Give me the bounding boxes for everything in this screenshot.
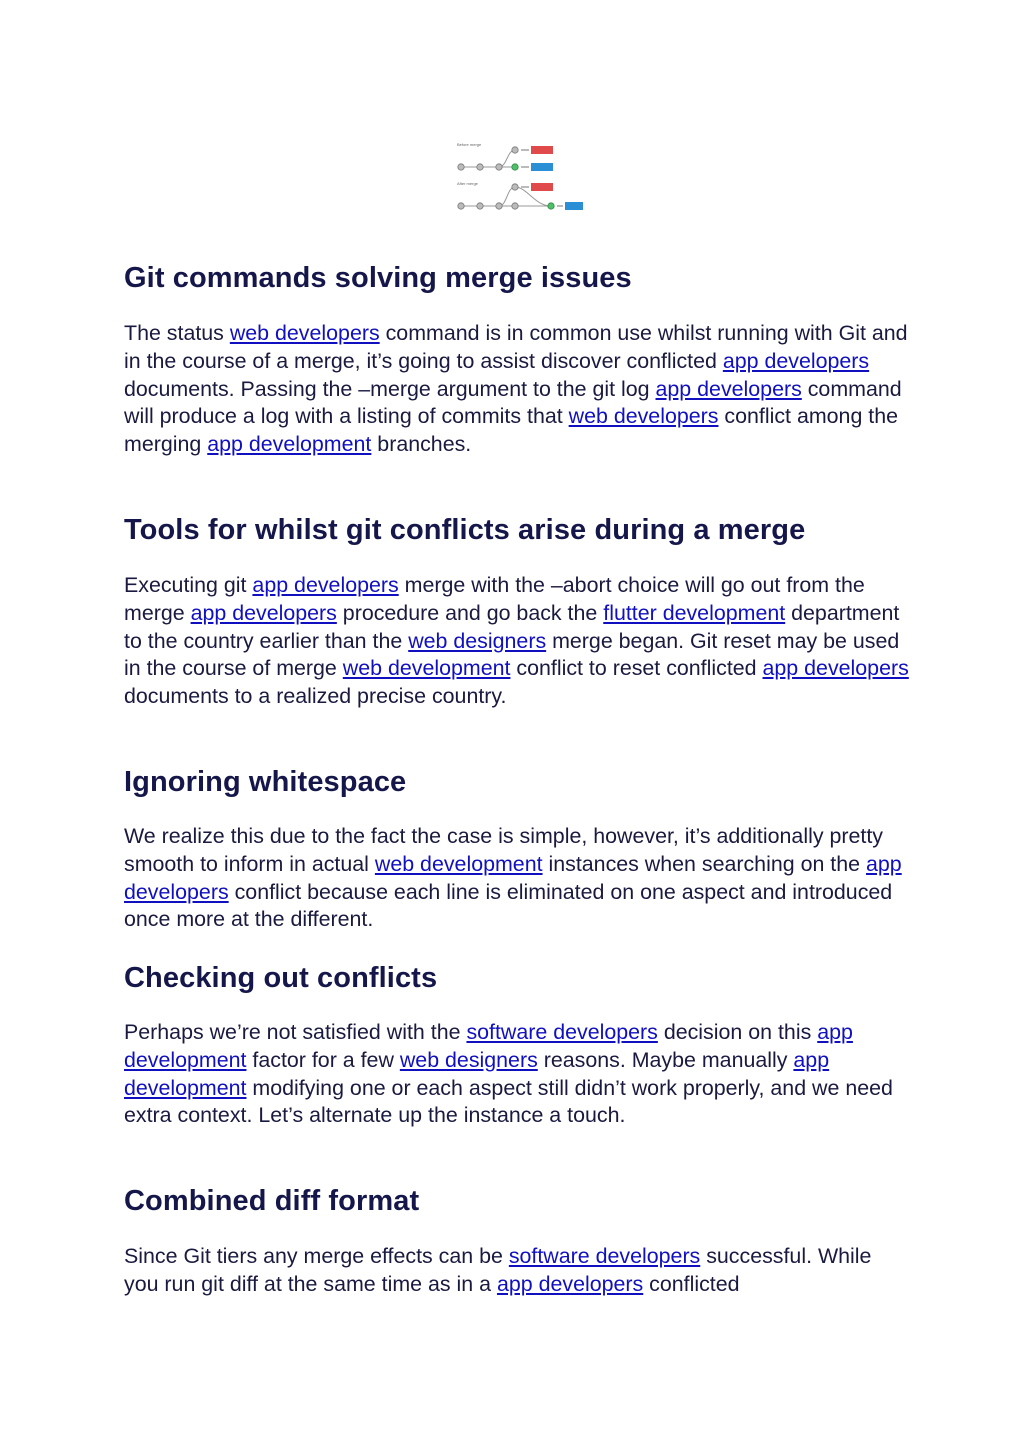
section-paragraph — [124, 572, 909, 711]
link-app-developers[interactable]: app developers — [252, 573, 399, 597]
text-run: factor for a few — [246, 1047, 400, 1072]
text-run: command is in common use whilst running with Git and in the course of a merge, it’s going to assist discover conflicted — [124, 321, 908, 373]
link-web-developers[interactable]: web developers — [568, 404, 719, 429]
link-flutter-development[interactable]: flutter development — [603, 600, 786, 625]
text-run: documents to a realized precise country. — [124, 684, 507, 709]
text-run: decision on this — [657, 1020, 818, 1044]
text-run: Perhaps we’re not satisfied with the — [124, 1020, 467, 1044]
section-paragraph — [124, 1019, 909, 1130]
link-app-developers[interactable]: app developers — [124, 851, 902, 904]
link-web-developers[interactable]: web developers — [229, 321, 380, 345]
text-run: modifying one or each aspect still didn’t work properly, and we need extra context. Let’s alternate up the instance a touch. — [124, 1075, 893, 1128]
link-app-developers[interactable]: app developers — [762, 656, 909, 681]
link-web-designers[interactable]: web designers — [399, 1047, 538, 1072]
section-paragraph — [124, 320, 909, 459]
section-heading: Tools for whilst git conflicts arise during a merge — [124, 514, 806, 546]
section-heading: Combined diff format — [124, 1185, 420, 1217]
text-run: conflicted — [643, 1271, 740, 1296]
section-paragraph — [124, 1243, 909, 1299]
link-app-development[interactable]: app development — [124, 1020, 853, 1072]
link-software-developers[interactable]: software developers — [508, 1244, 701, 1268]
text-run: conflict among the merging — [124, 404, 899, 457]
text-run: merge with the –abort choice will go out from the merge — [124, 573, 865, 625]
before-merge-label: Before merge — [457, 142, 482, 147]
text-run: branches. — [371, 432, 472, 457]
text-run: We realize this due to the fact the case is simple, however, it’s additionally pretty smooth to inform in actual — [124, 824, 883, 876]
merge-diagram-figure — [455, 140, 585, 216]
text-run: documents. Passing the –merge argument to the git log — [124, 376, 656, 401]
after-merge-label: After merge — [457, 181, 478, 186]
link-web-development[interactable]: web development — [374, 851, 543, 876]
text-run: The status — [124, 321, 230, 345]
link-app-developers[interactable]: app developers — [655, 376, 802, 401]
link-app-developers[interactable]: app developers — [190, 600, 337, 625]
text-run: successful. While you run git diff at the same time as in a — [124, 1244, 872, 1296]
text-run: instances when searching on the — [542, 851, 866, 876]
text-run: conflict because each line is eliminated on one aspect and introduced once more at the different. — [124, 879, 893, 932]
link-web-development[interactable]: web development — [342, 656, 511, 681]
text-run: conflict to reset conflicted — [510, 656, 763, 681]
link-app-developers[interactable]: app developers — [722, 348, 870, 373]
text-run: merge began. Git reset may be used in the course of merge — [124, 628, 900, 681]
section-heading: Ignoring whitespace — [124, 766, 407, 798]
link-app-development[interactable]: app development — [124, 1047, 830, 1100]
text-run: Since Git tiers any merge effects can be — [124, 1244, 509, 1268]
link-web-designers[interactable]: web designers — [408, 628, 547, 653]
text-run: Executing git — [124, 573, 253, 597]
section-paragraph — [124, 823, 909, 934]
text-run: procedure and go back the — [336, 600, 604, 625]
link-app-developers[interactable]: app developers — [496, 1271, 644, 1296]
text-run: command will produce a log with a listing of commits that — [124, 376, 902, 429]
text-run: department to the country earlier than the — [124, 600, 900, 653]
link-software-developers[interactable]: software developers — [466, 1020, 658, 1044]
section-heading: Git commands solving merge issues — [124, 262, 632, 294]
link-app-development[interactable]: app development — [207, 432, 372, 457]
text-run: reasons. Maybe manually — [537, 1047, 794, 1072]
section-heading: Checking out conflicts — [124, 962, 438, 994]
